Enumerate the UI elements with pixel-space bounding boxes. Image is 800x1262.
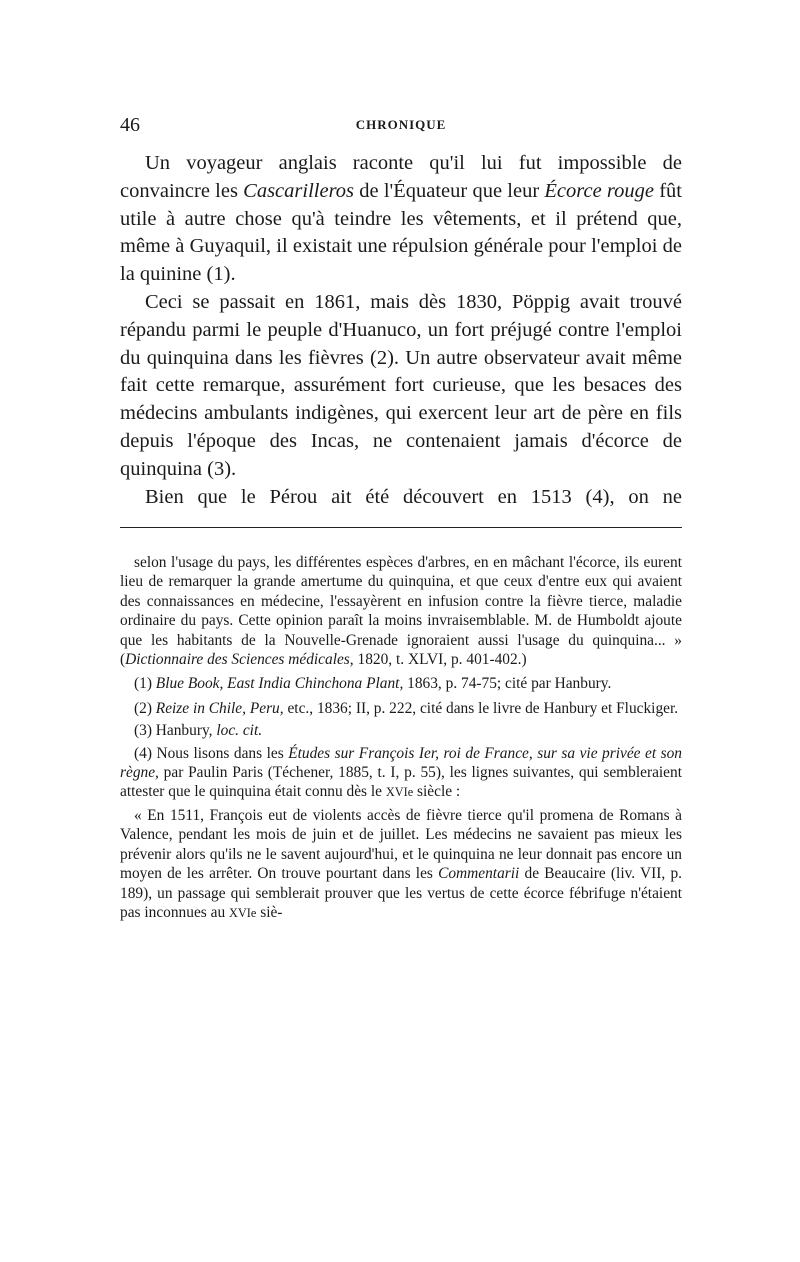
italic-run: Reize in Chile, Peru, [155, 699, 284, 717]
footnote-4-quote [120, 806, 682, 923]
paragraph-3: Bien que le Pérou ait été découvert en 1513 (4), on ne [145, 485, 682, 508]
text-run: fût utile à autre chose qu'à teindre les vêtements, et il prétend que, même à Guyaquil, il existait une répulsion générale pour l'emploi de la quinine (1). [120, 179, 682, 286]
text-run: « En 1511, François eut de violents accès de fièvre tierce qu'il promena de Romans à Valence, pendant les mois de juin et de juillet. Les médecins ne savaient pas mieux les prévenir alors qu'ils ne le savent aujourd'hui, et le quinquina ne leur donnait pas encore un moyen de les arrêter. On trouve pourtant dans les [120, 806, 682, 883]
footnotes [120, 553, 682, 923]
page-header [120, 114, 682, 138]
text-run: selon l'usage du pays, les différentes espèces d'arbres, en en mâchant l'écorce, ils eurent lieu de remarquer la grande amertume du quinquina, et que ceux d'entre eux qui avaient des connaissances en médecine, l'essayèrent en infusion contre la fièvre tierce, maladie ordinaire du pays. Cette opinion paraît la moins invraisemblable. M. de Humboldt ajoute que les habitants de la Nouvelle-Grenade ignoraient aussi l'usage du quinquina... » ( [120, 554, 682, 669]
italic-run: Blue Book, East India Chinchona Plant, [155, 675, 404, 693]
italic-run: Cascarilleros [243, 179, 355, 202]
text-run: siè- [256, 903, 283, 921]
text-run: (2) [134, 699, 156, 717]
paragraph-1 [120, 150, 682, 289]
footnote-4 [120, 744, 682, 803]
text-run: siècle : [413, 783, 461, 801]
text-run: 1863, p. 74-75; cité par Hanbury. [403, 675, 612, 693]
text-run: (3) Hanbury, [134, 722, 217, 740]
footnote-3 [120, 721, 682, 740]
italic-run: Écorce rouge [544, 179, 654, 202]
small-caps-run: XVIe [385, 785, 414, 800]
paragraph-2: Ceci se passait en 1861, mais dès 1830, Pöppig avait trouvé répandu parmi le peuple d'Huanuco, un fort préjugé contre l'emploi du quinquina dans les fièvres (2). Un autre observateur avait même fait cette remarque, assurément fort curieuse, que les besaces des médecins ambulants indigènes, qui exercent leur art de père en fils depuis l'époque des Incas, ne contenaient jamais d'écorce de quinquina (3). [120, 290, 682, 480]
footnote-1 [120, 674, 682, 693]
italic-run: Études sur François Ier, roi de France, sur sa vie privée et son règne, [120, 744, 682, 782]
running-title: CHRONIQUE [355, 117, 447, 132]
italic-run: Commentarii [438, 865, 520, 883]
text-run: de l'Équateur que leur [354, 179, 545, 202]
footnote-continuation [120, 553, 682, 669]
italic-run: loc. cit. [216, 722, 263, 740]
italic-run: Dictionnaire des Sciences médicales, [125, 651, 354, 669]
main-text [120, 150, 682, 511]
small-caps-run: XVIe [229, 905, 257, 920]
page-number: 46 [120, 114, 140, 136]
text-run: (1) [134, 675, 156, 693]
text-run: etc., 1836; II, p. 222, cité dans le livre de Hanbury et Fluckiger. [283, 699, 679, 717]
text-run: de Beaucaire (liv. VII, p. 189), un passage qui semblerait prouver que les vertus de cette écorce fébrifuge n'étaient pas inconnues au [120, 865, 682, 921]
footnote-rule [120, 527, 682, 528]
text-run: 1820, t. XLVI, p. 401-402.) [353, 651, 527, 669]
text-run: par Paulin Paris (Téchener, 1885, t. I, p. 55), les lignes suivantes, qui sembleraient attester que le quinquina était connu dès le [120, 764, 682, 801]
footnote-2 [120, 699, 682, 718]
text-run: Un voyageur anglais raconte qu'il lui fut impossible de convaincre les [120, 152, 682, 202]
text-run: (4) Nous lisons dans les [134, 744, 289, 762]
